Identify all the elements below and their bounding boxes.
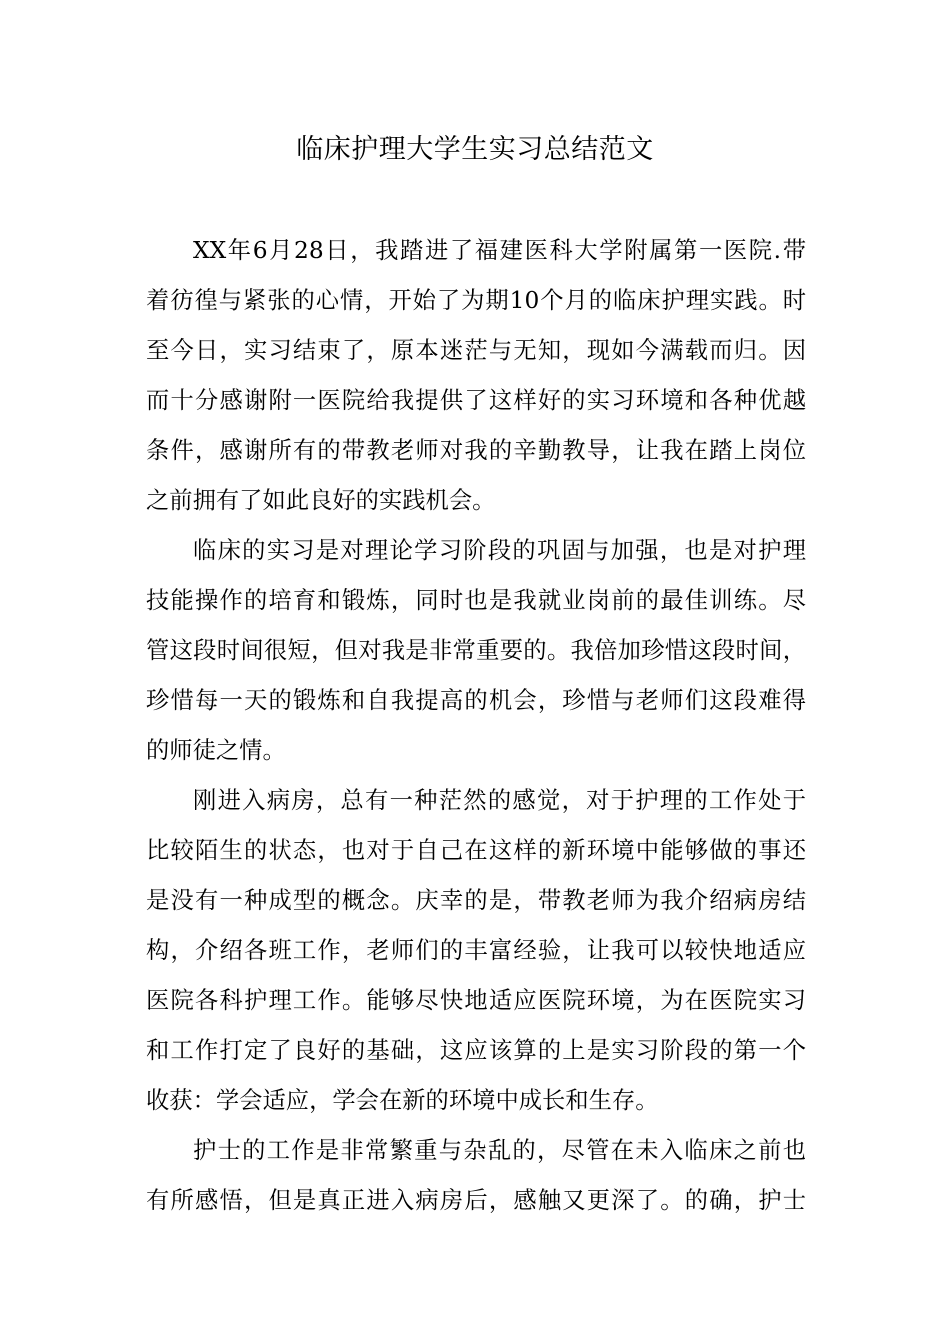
paragraph-line: 管这段时间很短，但对我是非常重要的。我倍加珍惜这段时间， [146,637,806,664]
paragraph-line: 是没有一种成型的概念。庆幸的是，带教老师为我介绍病房结 [146,887,806,914]
paragraph-line: 至今日，实习结束了，原本迷茫与无知，现如今满载而归。因 [146,337,806,364]
paragraph-line: 构，介绍各班工作，老师们的丰富经验，让我可以较快地适应 [146,937,806,964]
document-title: 临床护理大学生实习总结范文 [296,134,654,165]
paragraph-line: 条件，感谢所有的带教老师对我的辛勤教导，让我在踏上岗位 [146,437,806,464]
paragraph-line: 珍惜每一天的锻炼和自我提高的机会，珍惜与老师们这段难得 [146,687,806,714]
paragraph-line: 医院各科护理工作。能够尽快地适应医院环境，为在医院实习 [146,987,806,1014]
paragraph-line: 技能操作的培育和锻炼，同时也是我就业岗前的最佳训练。尽 [146,587,806,614]
paragraph-line: 而十分感谢附一医院给我提供了这样好的实习环境和各种优越 [146,387,806,414]
paragraph-line: 有所感悟，但是真正进入病房后，感触又更深了。的确，护士 [146,1187,806,1214]
paragraph-2 [146,526,806,776]
paragraph-line: 之前拥有了如此良好的实践机会。 [146,487,496,514]
paragraph-line: 临床的实习是对理论学习阶段的巩固与加强，也是对护理 [193,537,806,564]
paragraph-line: 比较陌生的状态，也对于自己在这样的新环境中能够做的事还 [146,837,806,864]
paragraph-line: 刚进入病房，总有一种茫然的感觉，对于护理的工作处于 [193,787,806,814]
paragraph-line: 收获：学会适应，学会在新的环境中成长和生存。 [146,1087,659,1114]
paragraph-1 [146,226,806,526]
paragraph-3 [146,776,806,1126]
paragraph-line: XX年6月28日，我踏进了福建医科大学附属第一医院.带 [193,237,806,264]
paragraph-4 [146,1126,806,1226]
paragraph-line: 着彷徨与紧张的心情，开始了为期10个月的临床护理实践。时 [146,287,806,314]
paragraph-line: 的师徒之情。 [146,737,286,764]
paragraph-line: 和工作打定了良好的基础，这应该算的上是实习阶段的第一个 [146,1037,806,1064]
paragraph-line: 护士的工作是非常繁重与杂乱的，尽管在未入临床之前也 [193,1137,806,1164]
document-body [146,226,806,1226]
